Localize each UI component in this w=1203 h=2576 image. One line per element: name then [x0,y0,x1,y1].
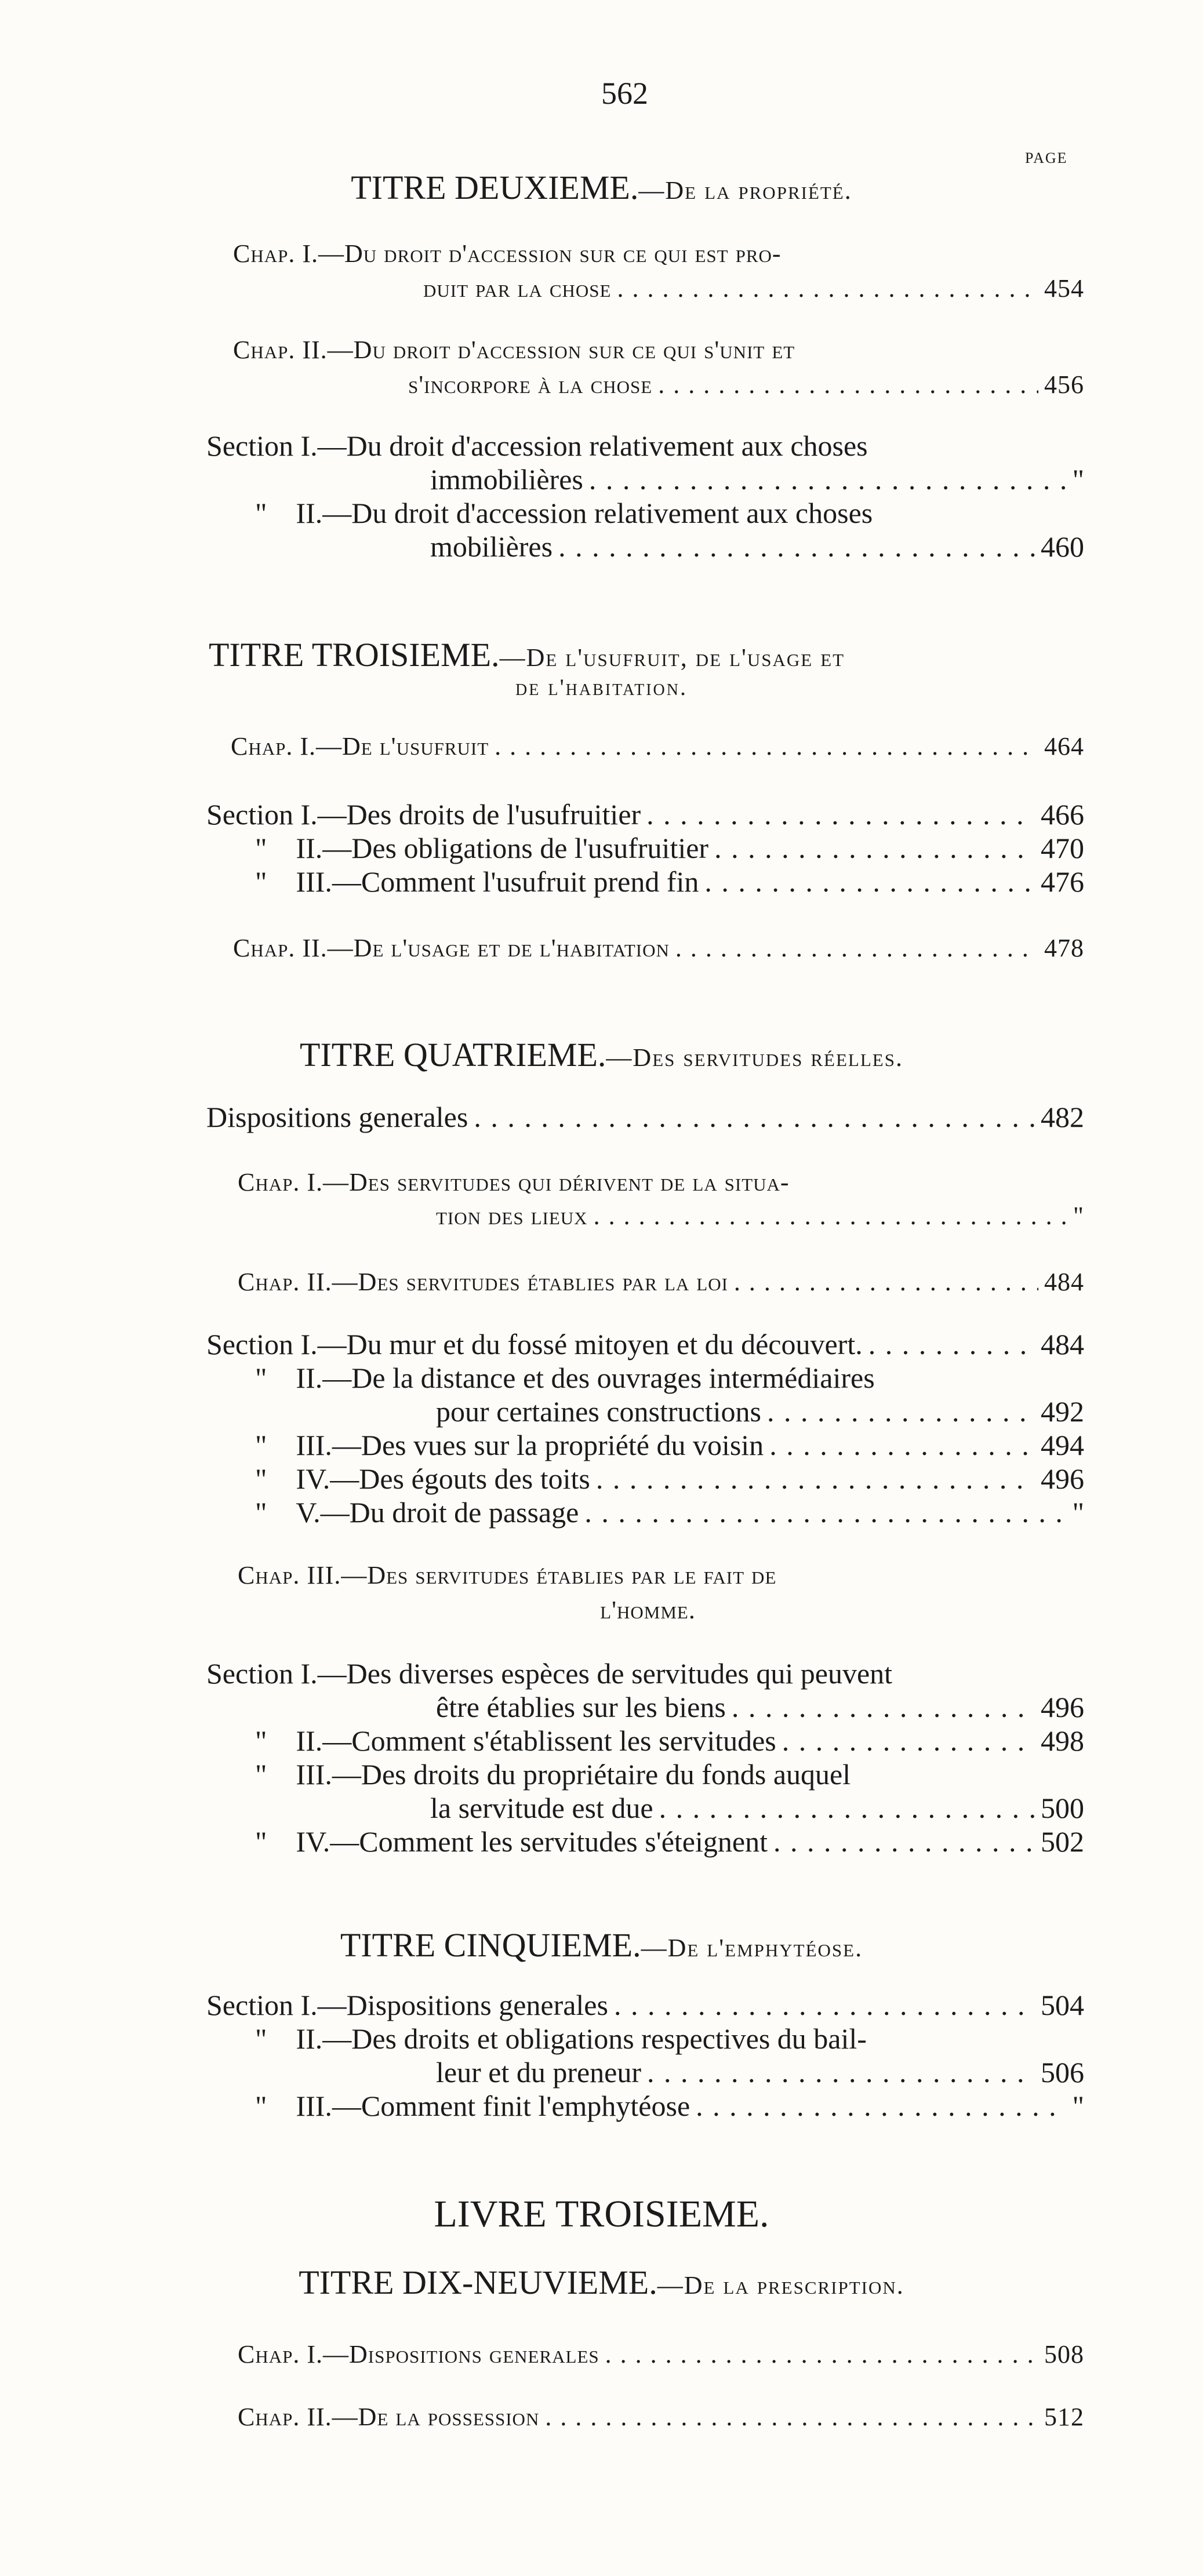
t4-chap3-line2: l'homme. [600,1596,696,1624]
dot-leader [646,798,1035,831]
dot-leader [675,933,1038,963]
dot-leader [545,2402,1038,2432]
t3-section3: " III.—Comment l'usufruit prend fin . . . 476 [255,865,1084,898]
dot-leader [868,1327,1035,1361]
t4-chap2-section5: " V.—Du droit de passage . . . " [255,1496,1084,1529]
t4-chap3-section4: " IV.—Comment les servitudes s'éteignent . . . 502 [255,1825,1084,1858]
dot-leader [584,1496,1066,1529]
t2-chap2-line2: s'incorpore à la chose . . . 456 [408,370,1084,399]
t4-chap3-section2: " II.—Comment s'établissent les servitudes . . . 498 [255,1724,1084,1758]
t4-chap2-section3: " III.—Des vues sur la propriété du voisin . . . 494 [255,1428,1084,1462]
dot-leader [696,2089,1066,2123]
dot-leader [605,2339,1038,2369]
t3-section1: Section I.—Des droits de l'usufruitier . . . 466 [206,798,1084,831]
dot-leader [614,1988,1035,2022]
t3-section2: " II.—Des obligations de l'usufruitier . . . 470 [255,831,1084,865]
t4-chap1-line1: Chap. I.—Des servitudes qui dérivent de la situa- [238,1168,790,1196]
dot-leader [704,865,1035,898]
titre-dix-neuvieme-heading: TITRE DIX-NEUVIEME.—De la prescription. [299,2264,904,2301]
t5-section3: " III.—Comment finit l'emphytéose . . . " [255,2089,1084,2123]
dot-leader [767,1395,1035,1428]
t2-chap1-line2: duit par la chose . . . 454 [423,274,1084,303]
t4-dispositions-generales: Dispositions generales . . . 482 [206,1100,1084,1134]
titre-troisieme-heading: TITRE TROISIEME.—De l'usufruit, de l'usage et [209,636,845,674]
t19-chap1: Chap. I.—Dispositions generales . . . 508 [238,2339,1084,2369]
t2-chap1-line1: Chap. I.—Du droit d'accession sur ce qui est pro- [233,239,782,268]
t4-chap3-line1: Chap. III.—Des servitudes établies par le fait de [238,1561,777,1589]
t4-chap3-section3-line1: " III.—Des droits du propriétaire du fonds auquel [255,1758,851,1791]
t4-chap2-section1: Section I.—Du mur et du fossé mitoyen et du découvert. . . . 484 [206,1327,1084,1361]
dot-leader [714,831,1035,865]
dot-leader [596,1462,1035,1496]
titre-cinquieme-heading: TITRE CINQUIEME.—De l'emphytéose. [340,1926,863,1964]
t4-chap3-section1-line1: Section I.—Des diverses espèces de servitudes qui peuvent [206,1657,893,1690]
dot-leader [782,1724,1035,1758]
t4-chap3-section3-line2: la servitude est due . . . 500 [430,1791,1084,1825]
t5-section2-line1: " II.—Des droits et obligations respectives du bail- [255,2022,867,2055]
dot-leader [732,1690,1035,1724]
dot-leader [474,1100,1035,1134]
dot-leader [495,732,1038,761]
t4-chap2-section2-line2: pour certaines constructions . . . 492 [436,1395,1084,1428]
t4-chap2-section4: " IV.—Des égouts des toits . . . 496 [255,1462,1084,1496]
t5-section2-line2: leur et du preneur . . . 506 [436,2055,1084,2089]
dot-leader [589,463,1067,496]
titre-troisieme-subline: de l'habitation. [515,674,688,700]
dot-leader [594,1201,1067,1231]
t4-chap3-section1-line2: être établies sur les biens . . . 496 [436,1690,1084,1724]
page-number: 562 [601,76,648,111]
titre-quatrieme-heading: TITRE QUATRIEME.—Des servitudes réelles. [300,1036,903,1074]
t19-chap2: Chap. II.—De la possession . . . 512 [238,2402,1084,2432]
t2-section2-line1: " II.—Du droit d'accession relativement aux choses [255,497,873,529]
dot-leader [558,530,1035,563]
t4-chap2: Chap. II.—Des servitudes établies par la loi . . . 484 [238,1267,1084,1297]
dot-leader [647,2055,1035,2089]
t2-section2-line2: mobilières . . . 460 [430,530,1084,563]
page-column-label: PAGE [1025,150,1068,166]
t2-section1-line2: immobilières . . . " [430,463,1084,496]
dot-leader [769,1428,1035,1462]
t5-section1: Section I.—Dispositions generales . . . 504 [206,1988,1084,2022]
dot-leader [658,370,1038,399]
t2-chap2-line1: Chap. II.—Du droit d'accession sur ce qui s'unit et [233,336,795,364]
t4-chap2-section2-line1: " II.—De la distance et des ouvrages intermédiaires [255,1362,875,1394]
t3-chap2: Chap. II.—De l'usage et de l'habitation . . . 478 [233,933,1084,963]
livre-troisieme-heading: LIVRE TROISIEME. [434,2193,769,2235]
dot-leader [773,1825,1035,1858]
t4-chap1-line2: tion des lieux . . . " [436,1201,1084,1231]
dot-leader [659,1791,1035,1825]
t3-chap1: Chap. I.—De l'usufruit . . . 464 [231,732,1084,761]
dot-leader [617,274,1038,303]
t2-section1-line1: Section I.—Du droit d'accession relativement aux choses [206,430,868,462]
titre-deuxieme-heading: TITRE DEUXIEME.—De la propriété. [351,169,852,206]
dot-leader [734,1267,1038,1297]
